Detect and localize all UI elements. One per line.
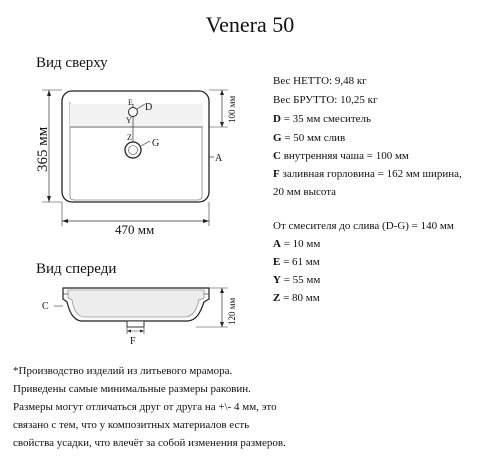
spec-distance: От смесителя до слива (D-G) = 140 мм [273, 220, 454, 232]
footnote-line: Размеры могут отличаться друг от друга на +\- 4 мм, это [13, 401, 277, 413]
letter-y: Y [126, 116, 132, 125]
spec-offset-a: A = 10 мм [273, 238, 321, 250]
footnote-line: Приведены самые минимальные размеры раковин. [13, 383, 251, 395]
spec-offset-y: Y = 55 мм [273, 274, 321, 286]
footnote-line: *Производство изделий из литьевого мрамора. [13, 365, 233, 377]
letter-f: F [130, 336, 136, 347]
footnote-line: свойства усадки, что влечёт за собой изменения размеров. [13, 437, 286, 449]
page-title: Venera 50 [205, 12, 295, 37]
front-inner-bowl [68, 290, 204, 317]
offset-label: 100 мм [227, 95, 237, 123]
top-view-heading: Вид сверху [36, 55, 108, 71]
width-label: 470 мм [115, 222, 155, 237]
depth-label: 365 мм [35, 126, 51, 172]
spec-gross-weight: Вес БРУТТО: 10,25 кг [273, 94, 378, 106]
basin-rim-band [70, 104, 203, 128]
spec-item-f-cont: 20 мм высота [273, 186, 337, 198]
letter-d: D [145, 102, 153, 113]
letter-z: Z [127, 133, 132, 142]
front-view-drawing [54, 288, 209, 334]
letter-e: E [128, 98, 133, 107]
drain-neck [127, 321, 144, 327]
spec-item-d: D = 35 мм смеситель [273, 113, 372, 125]
letter-a: A [215, 153, 223, 164]
height-label: 120 мм [227, 297, 237, 325]
letter-g: G [152, 138, 160, 149]
top-view-drawing [62, 91, 214, 202]
spec-item-f: F заливная горловина = 162 мм ширина, [273, 168, 462, 180]
footnote-line: связано с тем, что у композитных материалов есть [13, 419, 250, 431]
spec-offset-e: E = 61 мм [273, 256, 320, 268]
letter-c: C [42, 301, 49, 312]
spec-item-g: G = 50 мм слив [273, 132, 346, 144]
spec-offset-z: Z = 80 мм [273, 292, 320, 304]
spec-item-c: C внутренняя чаша = 100 мм [273, 150, 409, 162]
spec-net-weight: Вес НЕТТО: 9,48 кг [273, 75, 367, 87]
drain-inner [129, 146, 138, 155]
front-view-heading: Вид спереди [36, 261, 117, 277]
offset-dimension [209, 90, 228, 127]
